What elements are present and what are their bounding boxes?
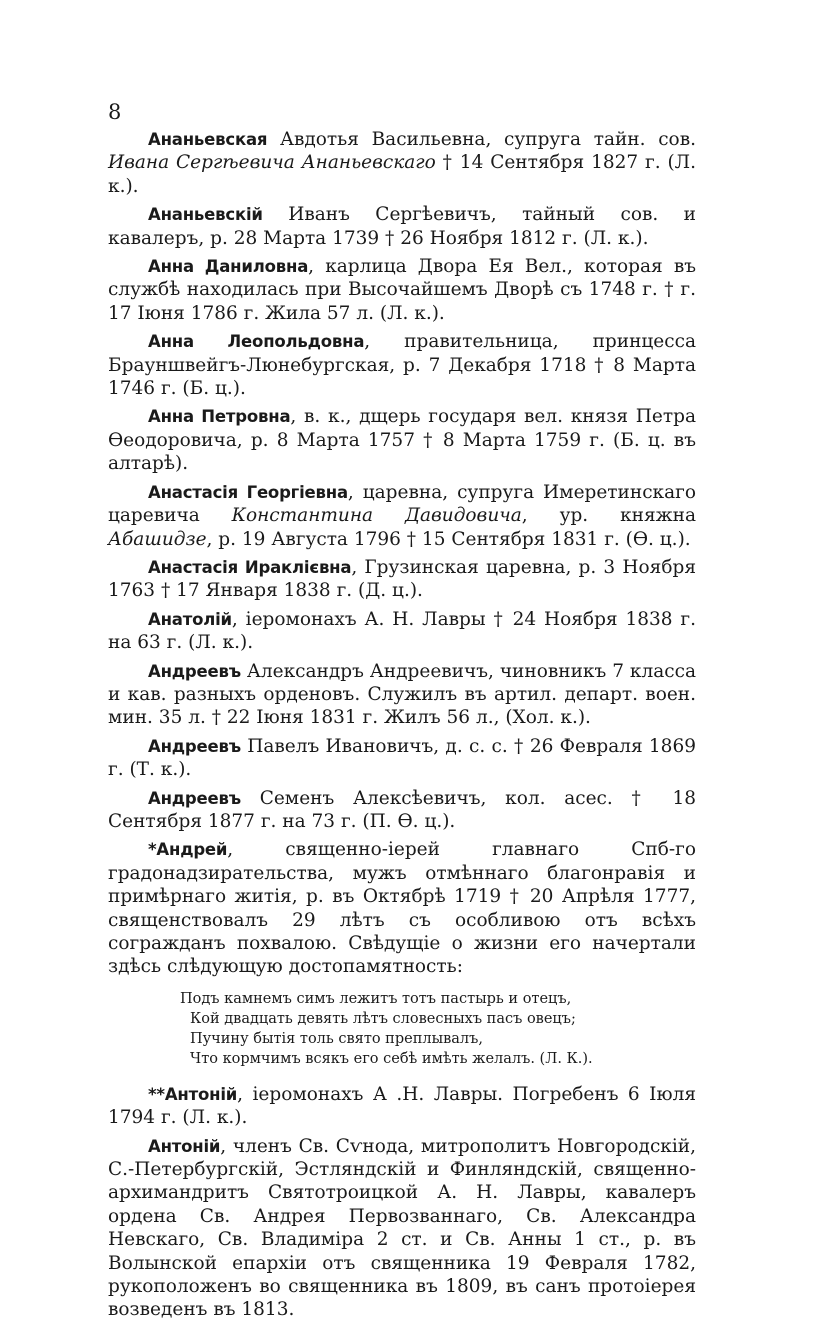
entry-text: Павелъ Ивановичъ, д. с. с. † 26 Февраля 1869 г. (Т. к.).	[108, 735, 696, 781]
page-number: 8	[108, 100, 122, 124]
entry-headword: Андреевъ	[148, 736, 241, 756]
entry-text: , р. 19 Августа 1796 † 15 Сентября 1831 г. (Ѳ. ц.).	[206, 528, 691, 550]
entry	[108, 735, 696, 782]
entry	[108, 556, 696, 603]
entry-headword: Анна Петровна	[148, 407, 291, 427]
poem-line: Кой двадцать девять лѣтъ словесныхъ пасъ овецъ;	[190, 1010, 576, 1027]
entry	[108, 405, 696, 475]
entry-headword: Анатолій	[148, 609, 232, 629]
poem-line: Пучину бытія толь свято преплывалъ,	[190, 1030, 483, 1047]
entry	[108, 255, 696, 325]
epitaph-poem	[180, 989, 696, 1069]
poem-line: Что кормчимъ всякъ его себѣ имѣть желалъ. (Л. К.).	[190, 1050, 593, 1067]
entry-text: , іеромонахъ А .Н. Лавры. Погребенъ 6 Іюля 1794 г. (Л. к.).	[108, 1083, 696, 1129]
entry-text: , членъ Св. Сѵнода, митрополитъ Новгородскій, С.-Петербургскій, Эстляндскій и Финляндскій, священно-архимандритъ Святотроицкой А. Н. Лавры, кавалеръ ордена Св. Андрея Первозваннаго, Св. Александра Невскаго, Св. Владиміра 2 ст. и Св. Анны 1 ст., р. въ Волынской епархіи отъ священника 19 Февраля 1782, рукоположенъ во священника въ 1809, въ санъ протоіерея возведенъ въ 1813.	[108, 1135, 696, 1321]
entry-text: Александръ Андреевичъ, чиновникъ 7 класса и кав. разныхъ орденовъ. Служилъ въ артил. департ. воен. мин. 35 л. † 22 Іюня 1831 г. Жилъ 56 л., (Хол. к.).	[108, 660, 696, 729]
entry-text: , священно-іерей главнаго Спб-го градонадзирательства, мужъ отмѣннаго благонравія и примѣрнаго житія, р. въ Октябрѣ 1719 † 20 Апрѣля 1777, священствовалъ 29 лѣтъ съ особливою отъ всѣхъ сограждaнъ похвалою. Свѣдущіе о жизни его начертали здѣсь слѣдующую достопамятность:	[108, 839, 696, 978]
entry-text: Семенъ Алексѣевичъ, кол. асес. † 18 Сентября 1877 г. на 73 г. (П. Ѳ. ц.).	[108, 787, 696, 832]
entry-italic-name: Абашидзе	[108, 528, 207, 550]
entry-headword: Андреевъ	[148, 788, 241, 808]
entry-text: Авдотья Васильевна, супруга тайн. сов.	[267, 129, 696, 150]
entry	[108, 608, 696, 655]
entry-headword: Анна Даниловна	[148, 257, 309, 277]
entry-text: , ур. княжна	[521, 505, 697, 527]
entry-italic-name: Константина Давидовича	[231, 505, 522, 527]
entry-text: , царевна, супруга Имеретинскаго царевича	[108, 481, 696, 527]
entry-headword: Ананьевскій	[148, 205, 263, 225]
entry	[108, 838, 696, 978]
entry-headword: Ананьевская	[148, 130, 268, 149]
entry	[108, 1135, 696, 1322]
entry	[108, 128, 696, 198]
entry-headword: Андреевъ	[148, 661, 241, 681]
entry	[108, 1083, 696, 1130]
entry-headword: *Андрей	[148, 840, 228, 860]
entry-italic-name: Ивана Сергѣевича Ананьевскаго	[108, 152, 436, 174]
entry-text: , іеромонахъ А. Н. Лавры † 24 Ноября 1838 г. на 63 г. (Л. к.).	[108, 608, 696, 654]
entry-list-continued	[108, 1083, 696, 1322]
entry-text: , Грузинская царевна, р. 3 Ноября 1763 † 17 Января 1838 г. (Д. ц.).	[108, 556, 696, 602]
poem-line: Подъ камнемъ симъ лежитъ тотъ пастырь и отецъ,	[180, 990, 572, 1007]
entry	[108, 787, 696, 834]
entry-text: , в. к., дщерь государя вел. князя Петра Ѳеодоровича, р. 8 Марта 1757 † 8 Марта 1759 г. (Б. ц. въ алтарѣ).	[108, 406, 696, 475]
entry	[108, 203, 696, 250]
entry-list	[108, 128, 696, 979]
entry-headword: **Антоній	[148, 1084, 238, 1104]
entry-headword: Антоній	[148, 1136, 221, 1156]
entry-headword: Анна Леопольдовна	[148, 332, 365, 352]
entry-text: Иванъ Сергѣевичъ, тайный сов. и кавалеръ, р. 28 Марта 1739 † 26 Ноября 1812 г. (Л. к.).	[108, 204, 696, 249]
entry-headword: Анастасія Ираклієвна	[148, 557, 352, 577]
entry-text: † 14 Сентября 1827 г. (Л. к.).	[108, 152, 696, 197]
entry-headword: Анастасія Георгіевна	[148, 482, 348, 502]
entry-text: , правительница, принцесса Брауншвейгъ-Люнебургская, р. 7 Декабря 1718 † 8 Марта 1746 г. (Б. ц.).	[108, 331, 696, 400]
entry-text: , карлица Двора Ея Вел., которая въ службѣ находилась при Высочайшемъ Дворѣ съ 1748 г. † г. 17 Іюня 1786 г. Жила 57 л. (Л. к.).	[108, 256, 697, 324]
entry	[108, 330, 696, 400]
entry	[108, 660, 696, 730]
entry	[108, 481, 696, 551]
page-text	[108, 128, 696, 1327]
